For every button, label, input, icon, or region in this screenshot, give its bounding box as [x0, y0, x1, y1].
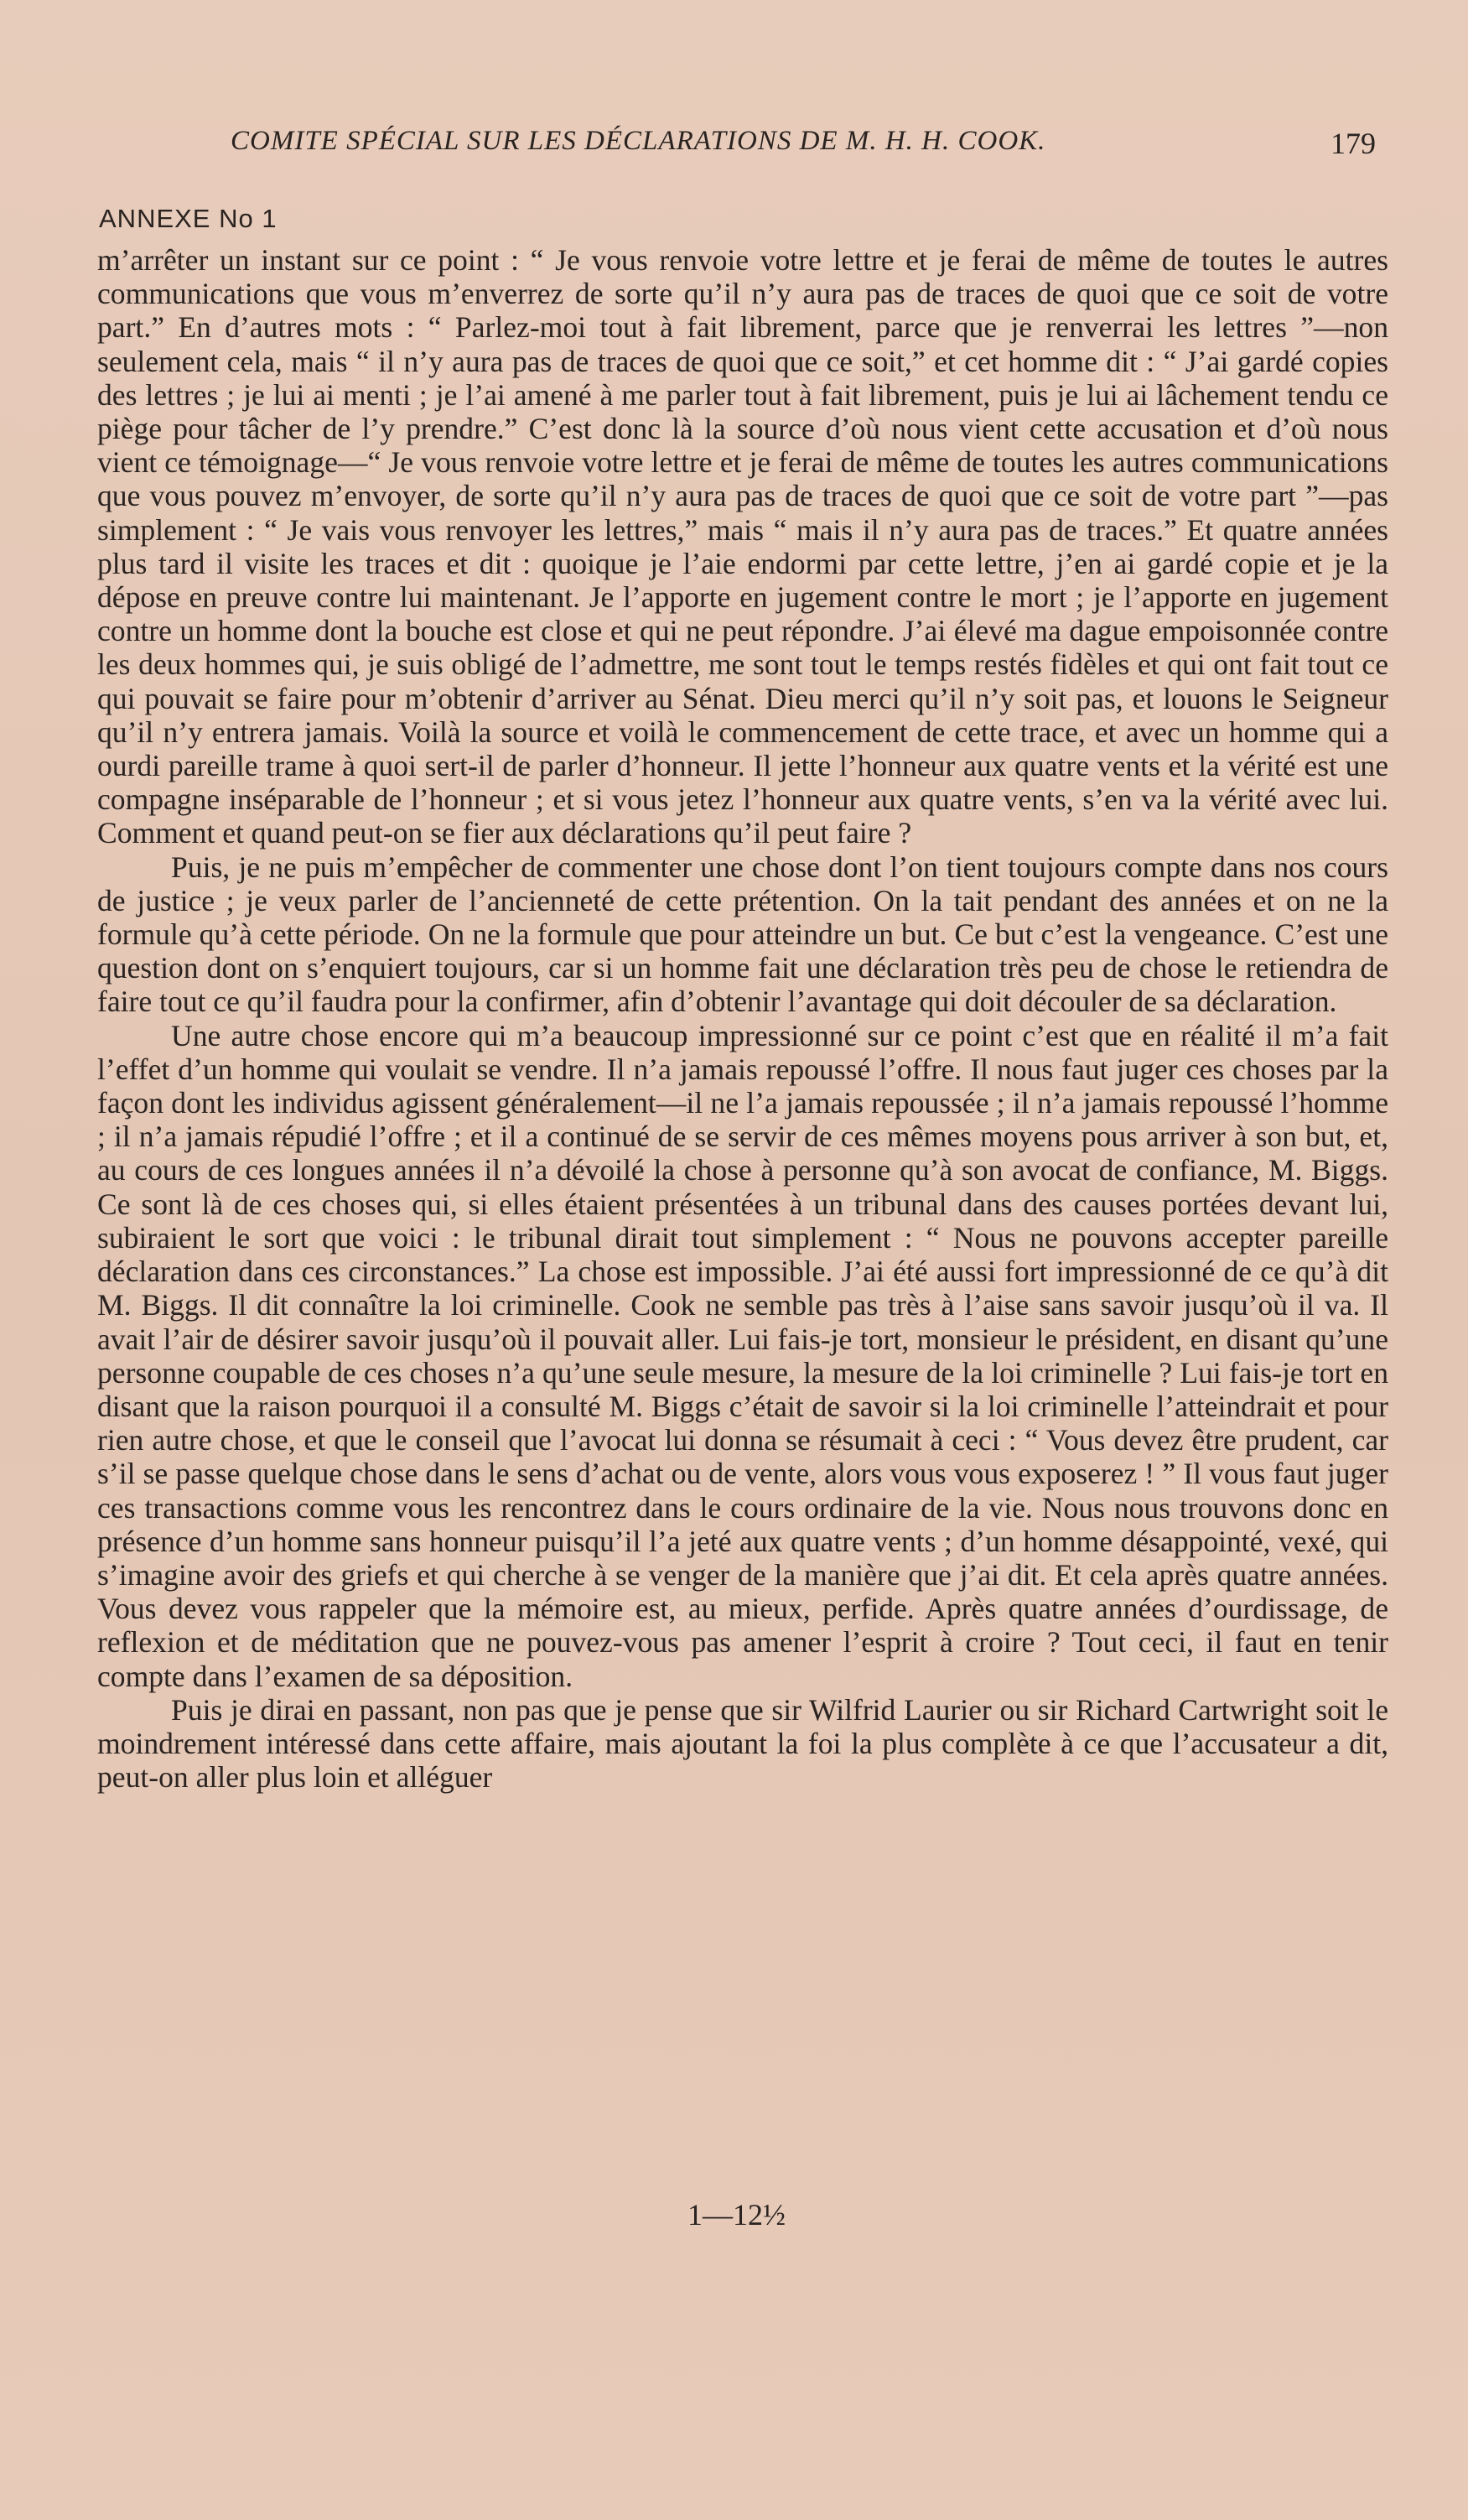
running-title: COMITE SPÉCIAL SUR LES DÉCLARATIONS DE M. H. H. COOK. [231, 126, 1046, 156]
paragraph-1: m’arrêter un instant sur ce point : “ Je vous renvoie votre lettre et je ferai de même de toutes le autres communications que vous m’enverrez de sorte qu’il n’y aura pas de traces de quoi que ce soit de votre part.” En d’autres mots : “ Parlez-moi tout à fait librement, parce que je renverrai les lettres ”—non seulement cela, mais “ il n’y aura pas de traces de quoi que ce soit,” et cet homme dit : “ J’ai gardé copies des lettres ; je lui ai menti ; je l’ai amené à me parler tout à fait librement, puis je lui ai lâchement tendu ce piège pour tâcher de l’y prendre.” C’est donc là la source d’où nous vient cette accusation et d’où nous vient ce témoignage—“ Je vous renvoie votre lettre et je ferai de même de toutes les autres communications que vous pouvez m’envoyer, de sorte qu’il n’y aura pas de traces de quoi que ce soit de votre part ”—pas simplement : “ Je vais vous renvoyer les lettres,” mais “ mais il n’y aura pas de traces.” Et quatre années plus tard il visite les traces et dit : quoique je l’aie endormi par cette lettre, j’en ai gardé copie et je la dépose en preuve contre lui maintenant. Je l’apporte en jugement contre le mort ; je l’apporte en jugement contre un homme dont la bouche est close et qui ne peut répondre. J’ai élevé ma dague empoisonnée contre les deux hommes qui, je suis obligé de l’admettre, me sont tout le temps restés fidèles et qui ont fait tout ce qui pouvait se faire pour m’obtenir d’arriver au Sénat. Dieu merci qu’il n’y soit pas, et louons le Seigneur qu’il n’y entrera jamais. Voilà la source et voilà le commencement de cette trace, et avec un homme qui a ourdi pareille trame à quoi sert-il de parler d’honneur. Il jette l’honneur aux quatre vents et la vérité est une compagne inséparable de l’honneur ; et si vous jetez l’honneur aux quatre vents, s’en va la vérité avec lui. Comment et quand peut-on se fier aux déclarations qu’il peut faire ? [97, 243, 1388, 850]
signature-mark: 1—12½ [687, 2198, 786, 2232]
body-text [97, 243, 1388, 1794]
paragraph-2: Puis, je ne puis m’empêcher de commenter une chose dont l’on tient toujours compte dans nos cours de justice ; je veux parler de l’ancienneté de cette prétention. On la tait pendant des années et on ne la formule qu’à cette période. On ne la formule que pour atteindre un but. Ce but c’est la vengeance. C’est une question dont on s’enquiert toujours, car si un homme fait une déclaration très peu de chose le retiendra de faire tout ce qu’il faudra pour la confirmer, afin d’obtenir l’avantage qui doit découler de sa déclaration. [97, 850, 1388, 1019]
paragraph-3: Une autre chose encore qui m’a beaucoup impressionné sur ce point c’est que en réalité il m’a fait l’effet d’un homme qui voulait se vendre. Il n’a jamais repoussé l’offre. Il nous faut juger ces choses par la façon dont les individus agissent généralement—il ne l’a jamais repoussée ; il n’a jamais repoussé l’homme ; il n’a jamais répudié l’offre ; et il a continué de se servir de ces mêmes moyens pous arriver à son but, et, au cours de ces longues années il n’a dévoilé la chose à personne qu’à son avocat de confiance, M. Biggs. Ce sont là de ces choses qui, si elles étaient présentées à un tribunal dans des causes portées devant lui, subiraient le sort que voici : le tribunal dirait tout simplement : “ Nous ne pouvons accepter pareille déclaration dans ces circonstances.” La chose est impossible. J’ai été aussi fort impressionné de ce qu’à dit M. Biggs. Il dit connaître la loi criminelle. Cook ne semble pas très à l’aise sans savoir jusqu’où il va. Il avait l’air de désirer savoir jusqu’où il pouvait aller. Lui fais-je tort, monsieur le président, en disant qu’une personne coupable de ces choses n’a qu’une seule mesure, la mesure de la loi criminelle ? Lui fais-je tort en disant que la raison pourquoi il a consulté M. Biggs c’était de savoir si la loi criminelle l’atteindrait et pour rien autre chose, et que le conseil que l’avocat lui donna se résumait à ceci : “ Vous devez être prudent, car s’il se passe quelque chose dans le sens d’achat ou de vente, alors vous vous exposerez ! ” Il vous faut juger ces transactions comme vous les rencontrez dans le cours ordinaire de la vie. Nous nous trouvons donc en présence d’un homme sans honneur puisqu’il l’a jeté aux quatre vents ; d’un homme désappointé, vexé, qui s’imagine avoir des griefs et qui cherche à se venger de la manière que j’ai dit. Et cela après quatre années. Vous devez vous rappeler que la mémoire est, au mieux, perfide. Après quatre années d’ourdissage, de reflexion et de méditation que ne pouvez-vous pas amener l’esprit à croire ? Tout ceci, il faut en tenir compte dans l’examen de sa déposition. [97, 1018, 1388, 1693]
paragraph-4: Puis je dirai en passant, non pas que je pense que sir Wilfrid Laurier ou sir Richard Cartwright soit le moindrement intéressé dans cette affaire, mais ajoutant la foi la plus complète à ce que l’accusateur a dit, peut-on aller plus loin et alléguer [97, 1692, 1388, 1795]
annex-label: ANNEXE No 1 [99, 204, 278, 233]
page-number: 179 [1331, 127, 1376, 160]
